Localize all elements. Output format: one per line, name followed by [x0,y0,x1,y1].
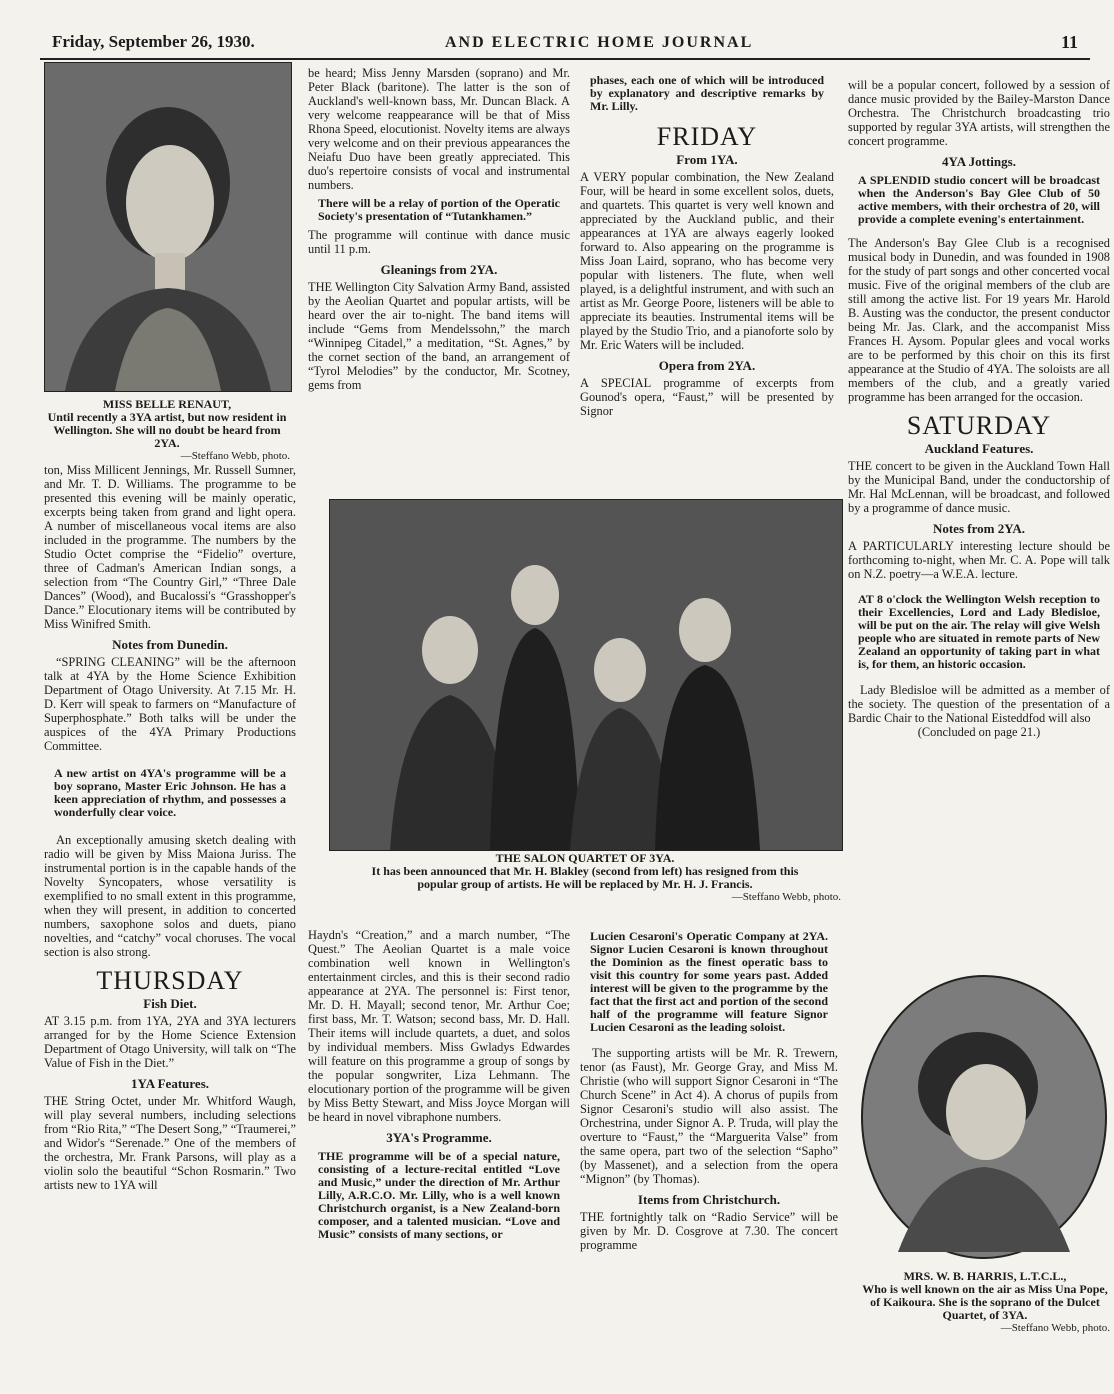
boxed-note: phases, each one of which will be introduced by explanatory and descriptive remarks by Mr. Lilly. [590,73,824,113]
day-heading-saturday: SATURDAY [906,411,1052,440]
portrait-photo-belle-renaut [44,62,292,392]
boxed-note: There will be a relay of portion of the Operatic Society's presentation of “Tutankhamen.” [318,196,560,223]
group-photo-salon-quartet [329,499,843,851]
photo-caption-belle-renaut [44,398,290,463]
caption-credit: —Steffano Webb, photo. [180,450,290,462]
paragraph: Haydn's “Creation,” and a march number, “The Quest.” The Aeolian Quartet is a male voice combination well known in Wellington's entertainment circles, and this is their second radio appearance at 2YA. The personnel is: First tenor, Mr. D. H. Mayall; second tenor, Mr. Arthur Coe; first bass, Mr. T. Watson; second bass, Mr. D. Hall. Their items will include quartets, a duet, and solos by individual members. Miss Gwladys Edwardes will feature on this programme a group of songs by the popular songwriter, Liza Lehmann. The elocutionary portion of the programme will be given by Miss Betty Stewart, and Miss Joyce Morgan will be heard in novel vibraphone numbers. [308,928,570,1124]
caption-text: It has been announced that Mr. H. Blakley (second from left) has resigned from this popular group of artists. He will be replaced by Mr. H. J. Francis. [371,864,799,891]
paragraph: THE String Octet, under Mr. Whitford Waugh, will play several numbers, including selections from “Rio Rita,” “The Desert Song,” “Traumerei,” and Widor's “Serenade.” One of the members of the orchestra, Mr. Frank Parsons, will play as a violin solo the beautiful “Schon Rosmarin.” Two artists new to 1YA will [44,1094,296,1192]
section-heading: Opera from 2YA. [658,358,756,373]
paragraph: be heard; Miss Jenny Marsden (soprano) and Mr. Peter Black (baritone). The latter is the son of Auckland's well-known bass, Mr. Duncan Black. A very welcome reappearance will be that of Miss Rhona Speed, elocutionist. Novelty items are always very welcome and on their previous appearances the Neiafu Duo have been greatly appreciated. This duo's repertoire consists of vocal and instrumental numbers. [308,66,570,192]
section-heading: Items from Christchurch. [637,1192,781,1207]
photo-caption-salon-quartet [329,852,841,904]
day-heading-thursday: THURSDAY [96,966,244,995]
paragraph: THE concert to be given in the Auckland Town Hall by the Municipal Band, under the conductorship of Mr. Hal McLennan, will be broadcast, and followed by a programme of dance music. [848,459,1110,515]
column-1 [44,463,296,1192]
paragraph: A SPECIAL programme of excerpts from Gounod's opera, “Faust,” will be presented by Signor [580,376,834,418]
issue-date: Friday, September 26, 1930. [52,32,255,51]
paragraph: A PARTICULARLY interesting lecture should be forthcoming to-night, when Mr. C. A. Pope will talk on N.Z. poetry—a W.E.A. lecture. [848,539,1110,581]
paragraph: A VERY popular combination, the New Zealand Four, will be heard in some excellent solos, duets, and quartets. This quartet is very well known and appreciated by the Auckland public, and their appearances at 1YA are always eagerly looked forward to. Also appearing on the programme is Miss Joan Laird, soprano, who has become very popular with listeners. The flute, when well played, is a delightful instrument, and with such an artist as Mr. George Poore, listeners will be able to appreciate its beauties. Instrumental items will be played by the Studio Trio, and a pianoforte solo by Mr. Eric Waters will be included. [580,170,834,352]
paragraph: will be a popular concert, followed by a session of dance music provided by the Bailey-Marston Dance Orchestra. The Christchurch broadcasting trio supported by regular 3YA artists, will strengthen the concert programme. [848,78,1110,148]
boxed-note: A new artist on 4YA's programme will be a boy soprano, Master Eric Johnson. He has a keen appreciation of rhythm, and possesses a wonderfully clear voice. [54,766,286,819]
photo-caption-mrs-harris [860,1270,1110,1335]
column-2-top [308,66,570,392]
column-3-top [580,72,834,418]
section-heading: Notes from Dunedin. [112,637,228,652]
day-heading-friday: FRIDAY [656,122,758,151]
caption-name: MRS. W. B. HARRIS, L.T.C.L., [903,1269,1067,1283]
section-heading: Auckland Features. [924,441,1034,456]
boxed-note: THE programme will be of a special nature, consisting of a lecture-recital entitled “Love and Music,” under the direction of Mr. Arthur Lilly, A.R.C.O. Mr. Lilly, who is a well known Christchurch organist, is a New Zealand-born composer, and a talented musician. “Love and Music” consists of many sections, or [318,1149,560,1241]
section-heading: Fish Diet. [143,996,197,1011]
paragraph: “SPRING CLEANING” will be the afternoon talk at 4YA by the Home Science Exhibition Department of Otago University. At 7.15 Mr. H. D. Kerr will speak to farmers on “Manufacture of Superphosphate.” Both talks will be under the auspices of the 4YA Primary Productions Committee. [44,655,296,753]
boxed-note: Lucien Cesaroni's Operatic Company at 2YA. Signor Lucien Cesaroni is known throughout the Dominion as the finest operatic bass to visit this country for some years past. Added interest will be given to the programme by the fact that the first act and portion of the second half of the programme will feature Signor Lucien Cesaroni as the leading soloist. [590,929,828,1034]
caption-title: THE SALON QUARTET OF 3YA. [495,851,675,865]
section-heading: 4YA Jottings. [942,154,1016,169]
paragraph: THE Wellington City Salvation Army Band, assisted by the Aeolian Quartet and popular artists, will be heard over the air to-night. The band items will include “Gems from Mendelssohn,” the march “Winnipeg Citadel,” a meditation, “St. Agnes,” by the cornet section of the band, an arrangement of “Tyrol Melodies” by the conductor, Mr. Scotney, gems from [308,280,570,392]
column-3-bottom [580,928,838,1252]
paragraph: THE fortnightly talk on “Radio Service” will be given by Mr. D. Cosgrove at 7.30. The concert programme [580,1210,838,1252]
caption-text: Who is well known on the air as Miss Una Pope, of Kaikoura. She is the soprano of the Dulcet Quartet, of 3YA. [862,1282,1108,1322]
section-heading: 1YA Features. [131,1076,209,1091]
caption-credit: —Steffano Webb, photo. [731,891,841,903]
page-number: 11 [1060,32,1078,52]
paragraph: An exceptionally amusing sketch dealing with radio will be given by Miss Maiona Juriss. The instrumental portion is in the capable hands of the Novelty Syncopaters, whose versatility is exemplified to no small extent in this programme, when they will present, in addition to concerted numbers, saxophone solos and duets, piano novelties, and “catchy” vocal choruses. The vocal section is also strong. [44,833,296,959]
paragraph: AT 3.15 p.m. from 1YA, 2YA and 3YA lecturers arranged for by the Home Science Extension Department of Otago University, will talk on “The Value of Fish in the Diet.” [44,1014,296,1070]
column-4 [848,78,1110,739]
page-header [40,30,1090,60]
continuation-note: (Concluded on page 21.) [917,725,1041,739]
boxed-note: AT 8 o'clock the Wellington Welsh reception to their Excellencies, Lord and Lady Bledisloe, will be put on the air. The relay will give Welsh people who are situated in remote parts of New Zealand an opportunity of taking part in what is, for them, an historic occasion. [858,592,1100,671]
oval-portrait-mrs-harris [858,972,1110,1262]
section-heading: Notes from 2YA. [932,521,1026,536]
paragraph: The supporting artists will be Mr. R. Trewern, tenor (as Faust), Mr. George Gray, and Miss M. Christie (who will support Signor Cesaroni in “The Church Scene” in Act 4). A chorus of pupils from Signor Cesaroni's studio will also assist. The Orchestrina, under Signor A. P. Truda, will play the overture to “Faust,” the “Marguerita Valse” from the same opera, part two of the selection “Sapho” (by Massenet), and a selection from the opera “Mignon” (by Thomas). [580,1046,838,1186]
caption-credit: —Steffano Webb, photo. [1000,1322,1110,1334]
column-2-bottom [308,928,570,1246]
journal-title: AND ELECTRIC HOME JOURNAL [445,34,754,51]
section-heading: From 1YA. [676,152,738,167]
paragraph: The Anderson's Bay Glee Club is a recognised musical body in Dunedin, and was founded in 1908 for the study of part songs and other concerted vocal music. Five of the original members of the club are still among the active list. For 19 years Mr. Harold B. Austing was the conductor, the present conductor being Mr. Jas. Clark, and the accompanist Miss Frances H. Aysom. Popular glees and vocal works are to be performed by this choir on this its first appearance at the Studio of 4YA. The soloists are all members of the club, and a greatly varied programme has been arranged for the occasion. [848,236,1110,404]
caption-name: MISS BELLE RENAUT, [102,397,232,411]
section-heading: 3YA's Programme. [386,1130,492,1145]
oval-portrait-frame [858,972,1110,1262]
paragraph: ton, Miss Millicent Jennings, Mr. Russell Sumner, and Mr. T. D. Williams. The programme to be presented this evening will be mainly operatic, excerpts being taken from grand and light opera. A number of miscellaneous vocal items are also included in the programme. The numbers by the Studio Octet comprise the “Fidelio” overture, three of Cadman's American Indian songs, a selection from “The Country Girl,” “Three Dale Dances” (Wood), and Bucalossi's “Grasshopper's Dance.” Elocutionary items will be contributed by Miss Winifred Smith. [44,463,296,631]
paragraph: The programme will continue with dance music until 11 p.m. [308,228,570,256]
section-heading: Gleanings from 2YA. [380,262,498,277]
boxed-note: A SPLENDID studio concert will be broadcast when the Anderson's Bay Glee Club of 50 active members, with their orchestra of 20, will provide a complete evening's entertainment. [858,173,1100,226]
paragraph: Lady Bledisloe will be admitted as a member of the society. The question of the presentation of a Bardic Chair to the National Eisteddfod will also [848,683,1110,725]
caption-text: Until recently a 3YA artist, but now resident in Wellington. She will no doubt be heard from 2YA. [47,410,287,450]
